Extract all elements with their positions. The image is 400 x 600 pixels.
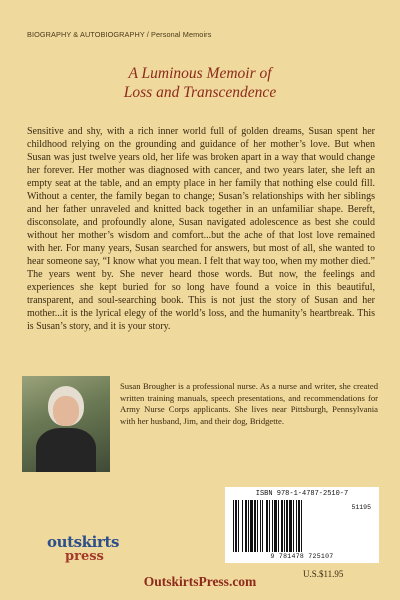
author-photo [22,376,110,472]
isbn-text: ISBN 978-1-4787-2510-7 [255,490,349,498]
barcode-bars [233,500,343,552]
book-description: Sensitive and shy, with a rich inner world full of golden dreams, Susan spent her childhood relying on the grounding and guidance of her mother’s love. But when Susan was just twelve years old, her life was broken apart in a way that would change her forever. Her mother was diagnosed with cancer, and two years later, she left an empty seat at the table, and an empty place in her family that nothing else could fill. Without a center, the family began to change; Susan’s relationships with her siblings and her father unraveled and knitted back together in an unfamiliar shape. Bereft, disconsolate, and profoundly alone, Susan navigated adolescence as best she could without her mother’s wisdom and comfort...but the ache of that lost love remained with her. For many years, Susan searched for answers, but most of all, she wanted to hear someone say, “I know what you mean. I felt that way too, when my mother died.” The years went by. She never heard those words. But now, the feelings and experiences she kept buried for so long have found a voice in this beautiful, transparent, and soul-searching book. This is not just the story of Susan and her mother...it is the lyrical elegy of the world’s loss, and the humanity’s heartbreak. This is Susan’s story, and it is your story. [27,126,375,332]
headline-line-1: A Luminous Memoir of [128,65,272,82]
publisher-logo-top: outskirts [47,533,120,551]
ean-digits: 9 781478 725107 [270,553,334,560]
category-label: BIOGRAPHY & AUTOBIOGRAPHY / Personal Memoirs [27,30,212,39]
headline [0,64,400,102]
publisher-website: OutskirtsPress.com [143,574,257,589]
publisher-logo-bottom: press [65,549,104,564]
author-bio: Susan Brougher is a professional nurse. As a nurse and writer, she created written training manuals, speech presentations, and recommendations for Army Nurse Corps applicants. She lives near Pittsburgh, Pennsylvania with her husband, Jim, and their dog, Bridgette. [120,381,378,426]
price: U.S.$11.95 [303,569,344,579]
publisher-logo [47,535,127,575]
barcode [225,487,379,563]
price-code: 51195 [351,504,371,511]
headline-line-2: Loss and Transcendence [123,84,277,101]
